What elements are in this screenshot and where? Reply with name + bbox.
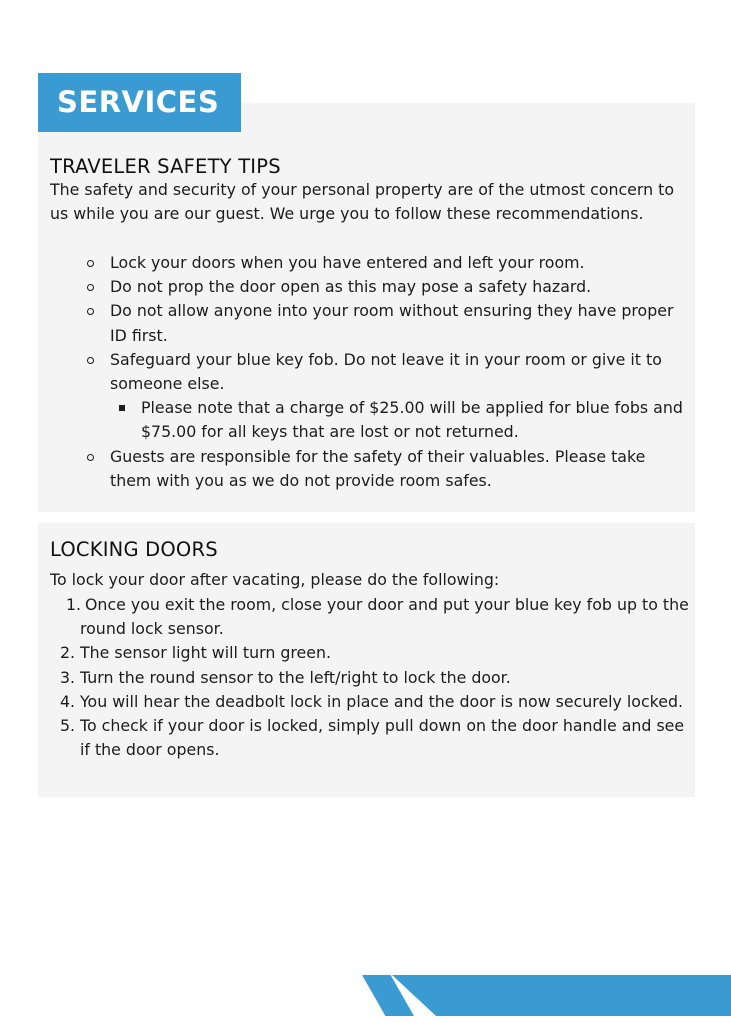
locking-intro: To lock your door after vacating, please do the following: [50,570,500,589]
safety-tips-title: TRAVELER SAFETY TIPS [50,155,281,178]
safety-tips-panel [38,103,695,512]
step-text: The sensor light will turn green. [80,643,332,663]
services-header: SERVICES [38,73,241,132]
list-item [110,348,690,445]
tip-text: Lock your doors when you have entered and left your room. [110,253,585,272]
circle-bullet-icon [87,284,94,291]
step-number: 2. [60,643,76,663]
step-text: Once you exit the room, close your door and put your blue key fob up to the round lock sensor. [80,595,689,639]
list-item [60,714,690,762]
step-number: 5. [60,716,76,736]
locking-doors-panel [38,523,695,797]
list-item [110,299,690,347]
safety-intro: The safety and security of your personal property are of the utmost concern to us while you are our guest. We urge you to follow these recommendations. [50,180,674,224]
subtip-text: Please note that a charge of $25.00 will be applied for blue fobs and $75.00 for all keys that are lost or not returned. [141,398,683,442]
tip-text: Do not prop the door open as this may pose a safety hazard. [110,277,592,297]
square-bullet-icon [119,405,125,411]
list-item [60,666,690,690]
tip-text: Guests are responsible for the safety of their valuables. Please take them with you as we do not provide room safes. [110,446,646,490]
list-item [60,690,690,714]
list-item [66,593,690,641]
step-text: Turn the round sensor to the left/right to lock the door. [80,667,511,687]
circle-bullet-icon [87,260,94,267]
list-item [110,251,690,275]
locking-steps-list [60,593,690,762]
step-number: 1. [66,595,82,614]
footer-band [392,975,731,1016]
sub-list [110,396,690,444]
locking-doors-title: LOCKING DOORS [50,538,218,561]
sub-list-item [141,396,690,444]
list-item [60,641,690,665]
step-number: 3. [60,667,76,687]
safety-tips-list [110,251,690,493]
circle-bullet-icon [87,308,94,315]
circle-bullet-icon [87,454,94,461]
tip-text: Safeguard your blue key fob. Do not leave it in your room or give it to someone else. [110,349,662,394]
step-text: You will hear the deadbolt lock in place and the door is now securely locked. [80,691,684,711]
list-item [110,445,690,493]
step-text: To check if your door is locked, simply pull down on the door handle and see if the door opens. [80,716,685,760]
step-number: 4. [60,691,76,711]
circle-bullet-icon [87,357,94,364]
tip-text: Do not allow anyone into your room without ensuring they have proper ID first. [110,301,674,345]
list-item [110,275,690,299]
